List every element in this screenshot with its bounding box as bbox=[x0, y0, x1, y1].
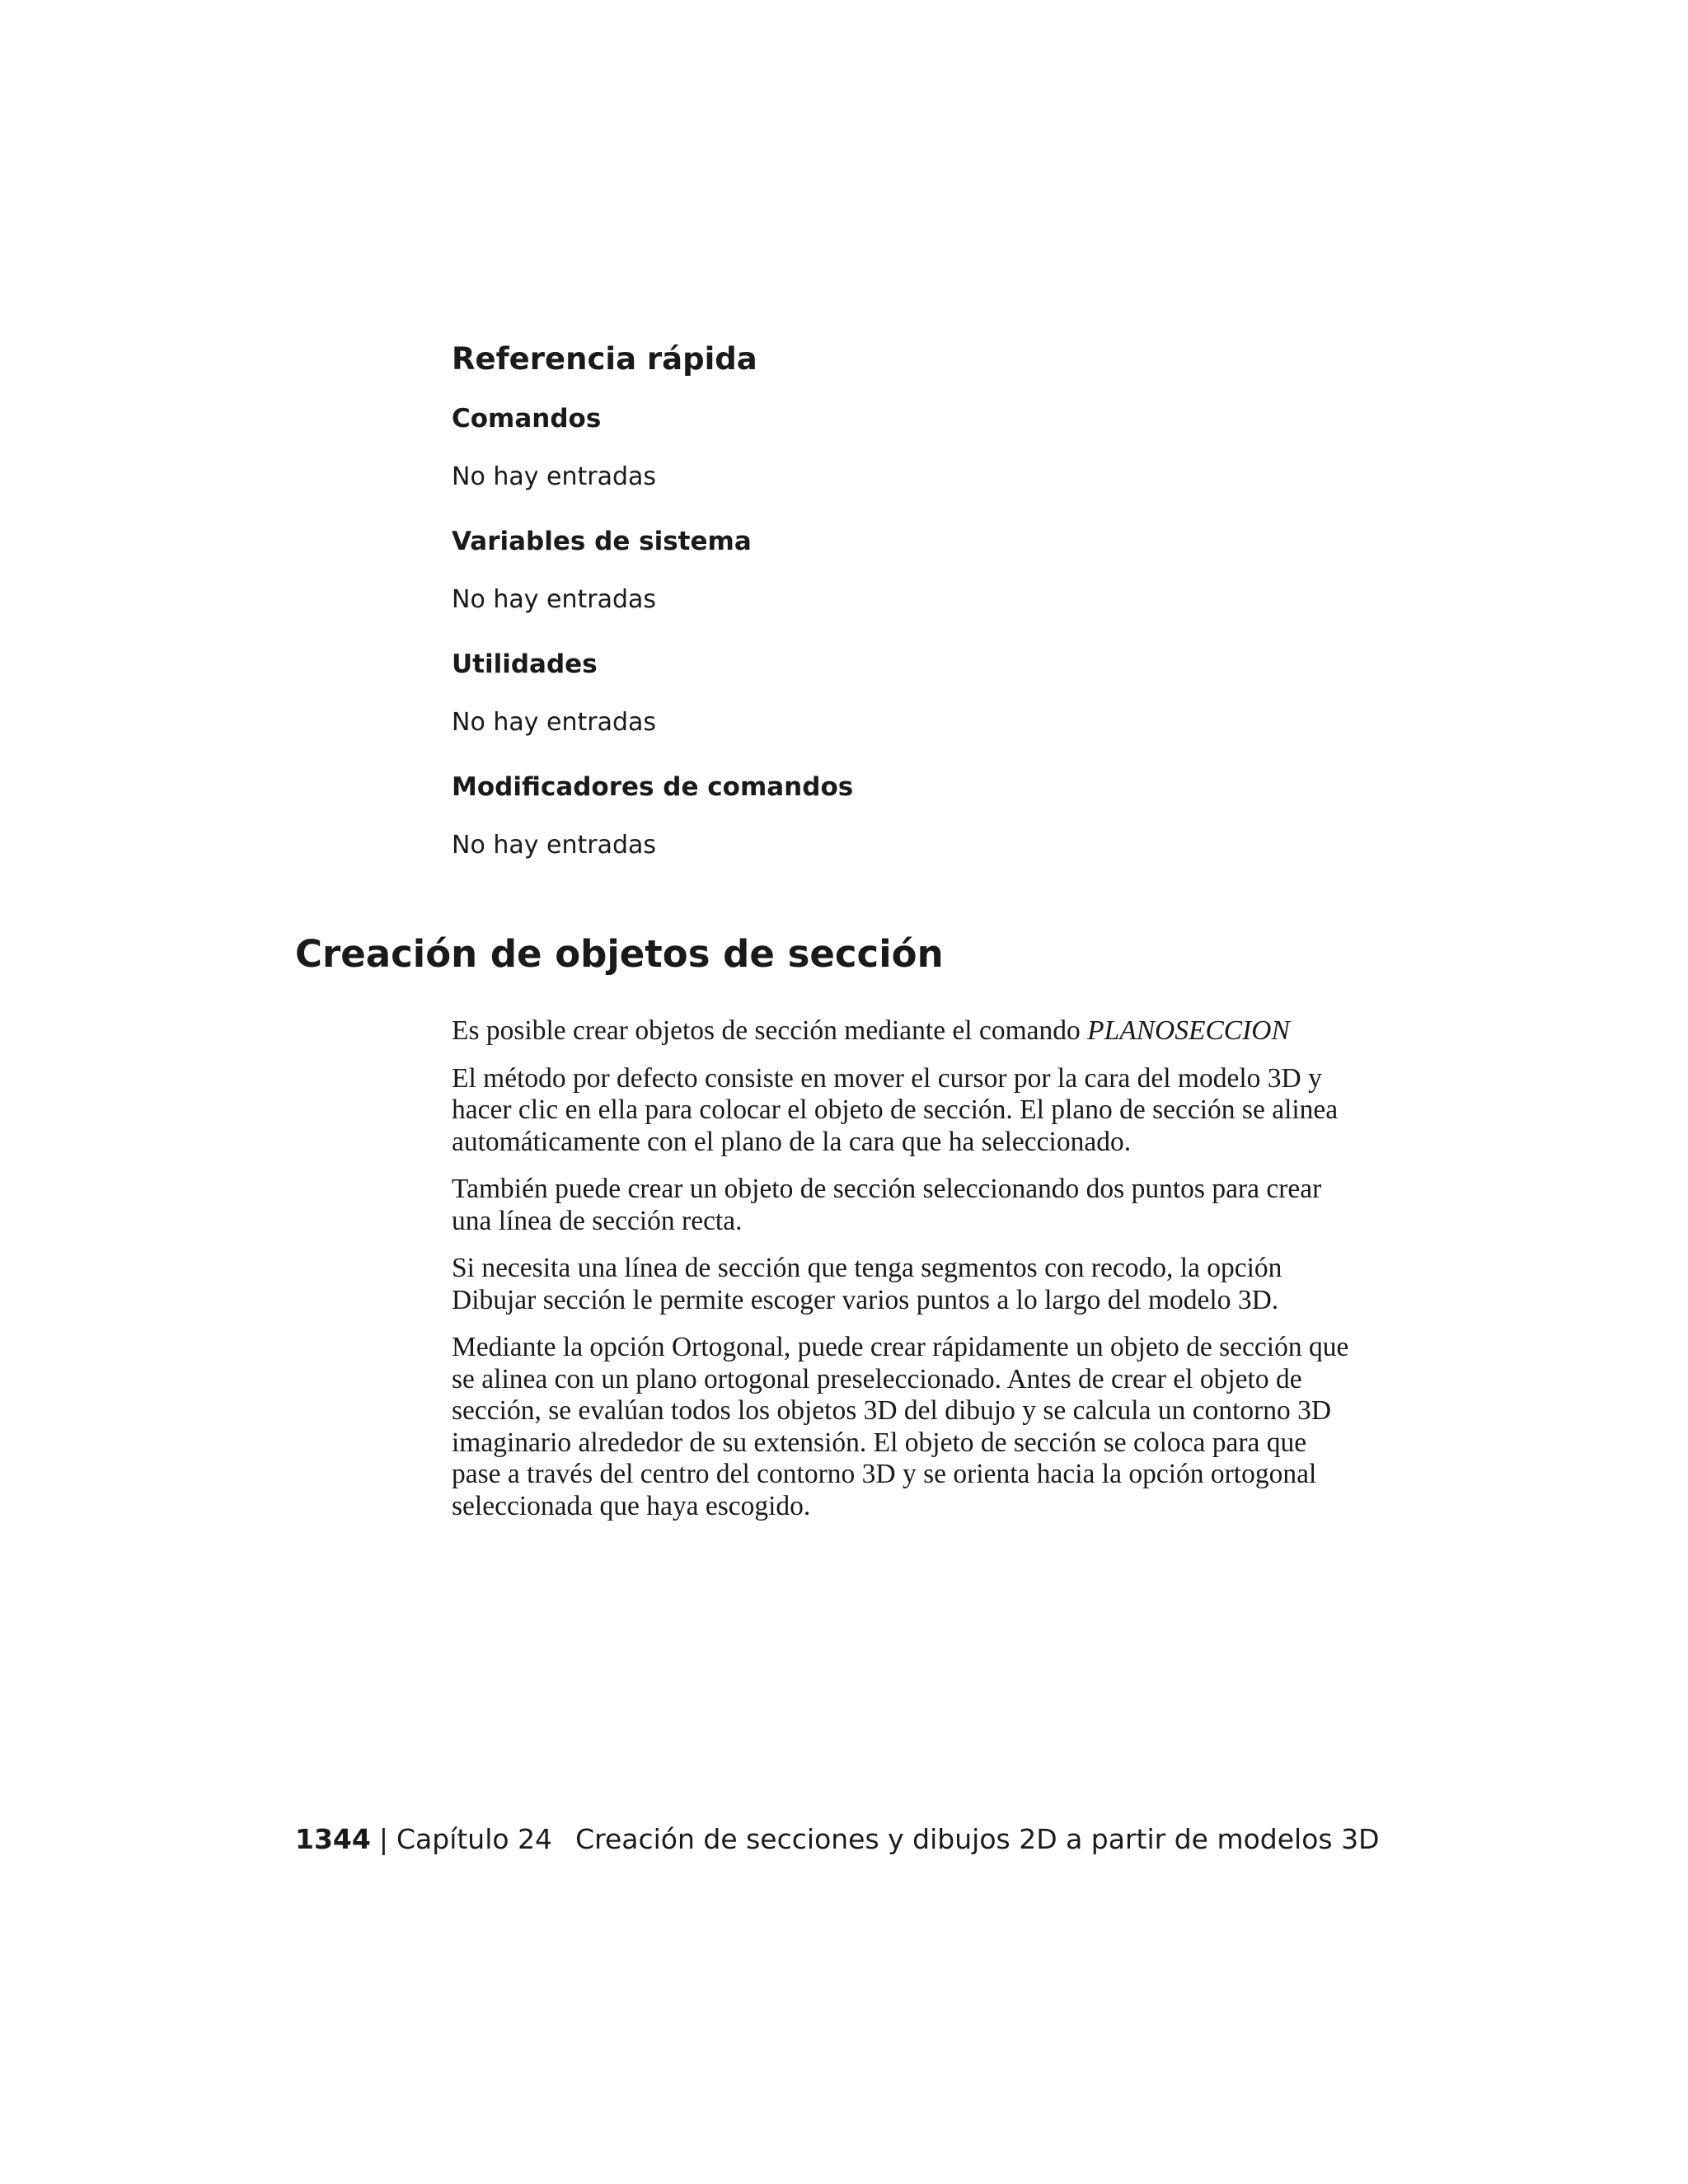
paragraph: El método por defecto consiste en mover el cursor por la cara del modelo 3D y hacer clic en ella para colocar el objeto de sección. El plano de sección se alinea automáticamente con el plano de la cara que ha seleccionado. bbox=[452, 1062, 1339, 1157]
page-number: 1344 bbox=[295, 1823, 371, 1855]
command-modifiers-heading: Modificadores de comandos bbox=[452, 772, 854, 802]
system-variables-entries: No hay entradas bbox=[452, 585, 657, 614]
utilities-entries: No hay entradas bbox=[452, 708, 657, 737]
quick-reference-title: Referencia rápida bbox=[452, 341, 757, 377]
quick-reference-command-modifiers bbox=[452, 769, 1358, 864]
footer-separator: | bbox=[378, 1823, 388, 1855]
section-title: Creación de objetos de sección bbox=[295, 932, 944, 976]
utilities-heading: Utilidades bbox=[452, 649, 598, 679]
chapter-label: Capítulo 24 bbox=[396, 1823, 553, 1855]
intro-text: Es posible crear objetos de sección mediante el comando bbox=[452, 1015, 1088, 1046]
quick-reference-system-variables bbox=[452, 523, 1358, 618]
section-body bbox=[452, 1015, 1350, 1538]
quick-reference bbox=[452, 336, 1358, 864]
quick-reference-utilities bbox=[452, 646, 1358, 741]
chapter-title: Creación de secciones y dibujos 2D a partir de modelos 3D bbox=[575, 1823, 1380, 1855]
system-variables-heading: Variables de sistema bbox=[452, 527, 752, 556]
quick-reference-commands bbox=[452, 401, 1358, 495]
command-modifiers-entries: No hay entradas bbox=[452, 831, 657, 860]
commands-heading: Comandos bbox=[452, 404, 602, 434]
command-name: PLANOSECCION bbox=[1087, 1015, 1290, 1046]
paragraph: Mediante la opción Ortogonal, puede crear rápidamente un objeto de sección que se alinea con un plano ortogonal preseleccionado. Antes de crear el objeto de sección, se evalúan todos los objetos 3D del dibujo y se calcula un contorno 3D imaginario alrededor de su extensión. El objeto de sección se coloca para que pase a través del centro del contorno 3D y se orienta hacia la opción ortogonal seleccionada que haya escogido. bbox=[452, 1332, 1349, 1521]
paragraph: También puede crear un objeto de sección seleccionando dos puntos para crear una línea de sección recta. bbox=[452, 1174, 1322, 1236]
intro-paragraph bbox=[452, 1015, 1350, 1047]
paragraph: Si necesita una línea de sección que tenga segmentos con recodo, la opción Dibujar sección le permite escoger varios puntos a lo largo del modelo 3D. bbox=[452, 1253, 1282, 1315]
commands-entries: No hay entradas bbox=[452, 462, 657, 491]
page-footer bbox=[295, 1821, 1379, 1858]
